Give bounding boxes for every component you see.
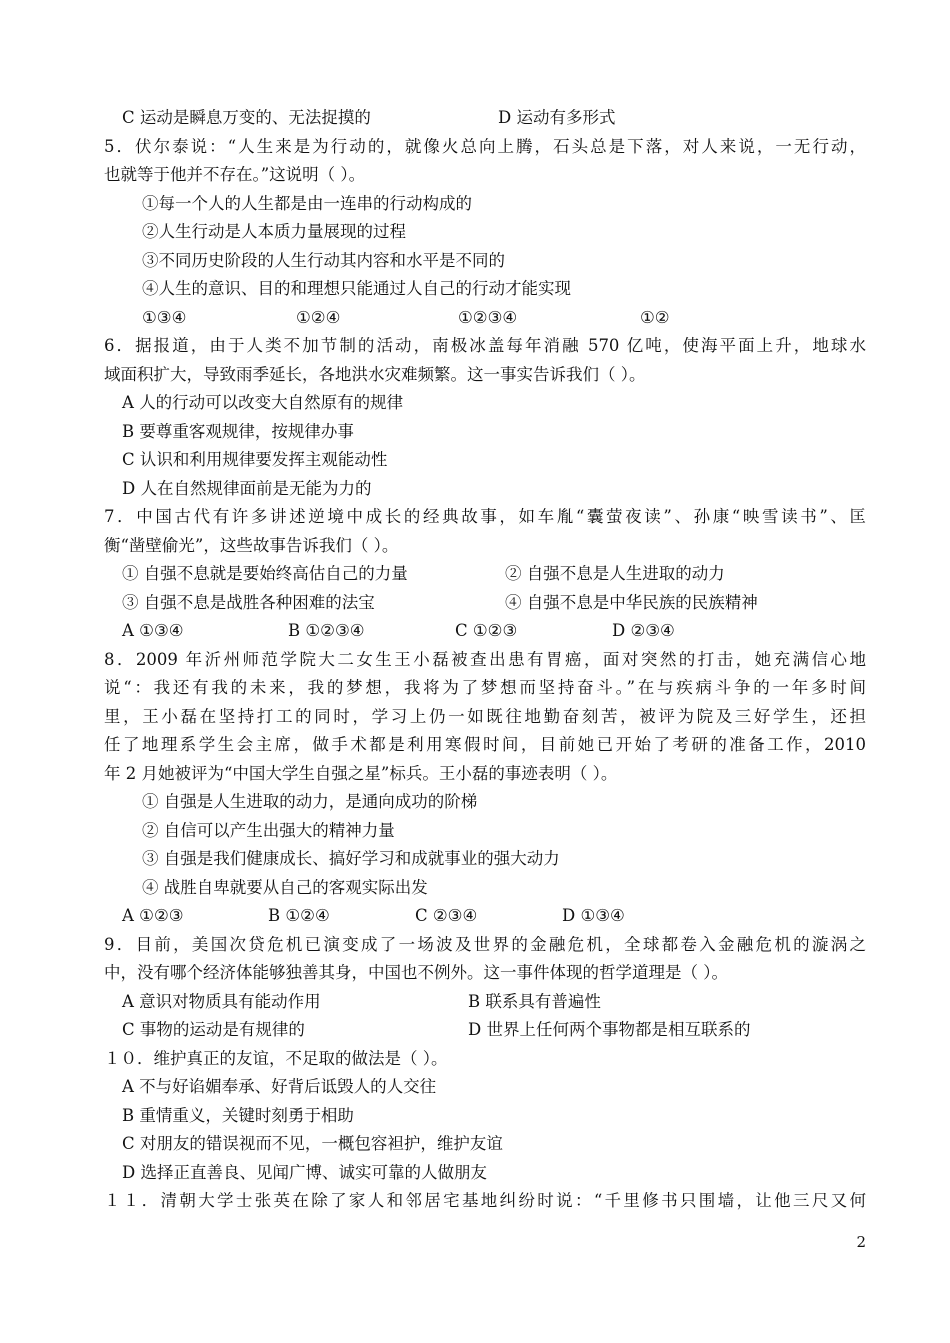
q8-stem-line2: 说“：我还有我的未来，我的梦想，我将为了梦想而坚持奋斗。”在与疾病斗争的一年多时间 (104, 678, 866, 697)
q6-option-a: A 人的行动可以改变大自然原有的规律 (122, 393, 404, 412)
q7-item-2: ② 自强不息是人生进取的动力 (505, 564, 725, 583)
q7-choice-c: C ①②③ (455, 621, 518, 640)
q8-item-1: ① 自强是人生进取的动力，是通向成功的阶梯 (142, 792, 478, 811)
q8-item-3: ③ 自强是我们健康成长、搞好学习和成就事业的强大动力 (142, 849, 560, 868)
q8-stem-line5: 年 2 月她被评为“中国大学生自强之星”标兵。王小磊的事迹表明（ ）。 (104, 764, 618, 783)
q7-stem-line2: 衡“凿壁偷光”，这些故事告诉我们（ ）。 (104, 536, 399, 555)
q9-stem-line1: 9．目前，美国次贷危机已演变成了一场波及世界的金融危机，全球都卷入金融危机的漩涡之 (104, 935, 866, 954)
q8-stem-line4: 任了地理系学生会主席，做手术都是利用寒假时间，目前她已开始了考研的准备工作，2010 (104, 735, 866, 754)
page-number: 2 (856, 1233, 866, 1251)
q8-item-4: ④ 战胜自卑就要从自己的客观实际出发 (142, 878, 428, 897)
q7-item-1: ① 自强不息就是要始终高估自己的力量 (122, 564, 408, 583)
q8-choice-a: A ①②③ (122, 906, 184, 925)
q8-stem-line3: 里，王小磊在坚持打工的同时，学习上仍一如既往地勤奋刻苦，被评为院及三好学生，还担 (104, 707, 866, 726)
q5-choice-3: ①②③④ (458, 308, 518, 327)
q8-choice-c: C ②③④ (415, 906, 478, 925)
q7-item-4: ④ 自强不息是中华民族的民族精神 (505, 593, 758, 612)
q9-option-c: C 事物的运动是有规律的 (122, 1020, 305, 1039)
q5-item-4: ④人生的意识、目的和理想只能通过人自己的行动才能实现 (142, 279, 571, 298)
q6-stem-line2: 域面积扩大，导致雨季延长，各地洪水灾难频繁。这一事实告诉我们（ ）。 (104, 365, 646, 384)
q7-choice-d: D ②③④ (612, 621, 675, 640)
q7-item-3: ③ 自强不息是战胜各种困难的法宝 (122, 593, 375, 612)
q10-option-a: A 不与好谄媚奉承、好背后诋毁人的人交往 (122, 1077, 437, 1096)
q8-choice-b: B ①②④ (268, 906, 330, 925)
q5-stem-line1: 5．伏尔泰说：“人生来是为行动的，就像火总向上腾，石头总是下落，对人来说，一无行动， (104, 137, 866, 156)
q7-choice-b: B ①②③④ (288, 621, 365, 640)
q6-stem-line1: 6．据报道，由于人类不加节制的活动，南极冰盖每年消融 570 亿吨，使海平面上升，地球水 (104, 336, 866, 355)
q9-option-b: B 联系具有普遍性 (468, 992, 601, 1011)
q9-option-a: A 意识对物质具有能动作用 (122, 992, 321, 1011)
q11-stem: １１．清朝大学士张英在除了家人和邻居宅基地纠纷时说：“千里修书只围墙，让他三尺又何 (104, 1191, 866, 1210)
q5-item-3: ③不同历史阶段的人生行动其内容和水平是不同的 (142, 251, 505, 270)
q9-option-d: D 世界上任何两个事物都是相互联系的 (468, 1020, 751, 1039)
q5-choice-2: ①②④ (296, 308, 341, 327)
q5-item-2: ②人生行动是人本质力量展现的过程 (142, 222, 406, 241)
q7-stem-line1: 7．中国古代有许多讲述逆境中成长的经典故事，如车胤“囊萤夜读”、孙康“映雪读书”、匡 (104, 507, 866, 526)
q4-option-c: C 运动是瞬息万变的、无法捉摸的 (122, 108, 371, 127)
q5-choice-4: ①② (640, 308, 670, 327)
q6-option-c: C 认识和利用规律要发挥主观能动性 (122, 450, 388, 469)
q10-stem: １０．维护真正的友谊，不足取的做法是（ ）。 (104, 1049, 448, 1068)
q10-option-c: C 对朋友的错误视而不见，一概包容袒护，维护友谊 (122, 1134, 503, 1153)
q5-item-1: ①每一个人的人生都是由一连串的行动构成的 (142, 194, 472, 213)
q10-option-b: B 重情重义，关键时刻勇于相助 (122, 1106, 354, 1125)
q8-choice-d: D ①③④ (562, 906, 625, 925)
q5-choice-1: ①③④ (142, 308, 187, 327)
q7-choice-a: A ①③④ (122, 621, 184, 640)
q9-stem-line2: 中，没有哪个经济体能够独善其身，中国也不例外。这一事件体现的哲学道理是（ ）。 (104, 963, 728, 982)
q10-option-d: D 选择正直善良、见闻广博、诚实可靠的人做朋友 (122, 1163, 487, 1182)
q4-option-d: D 运动有多形式 (498, 108, 616, 127)
q8-item-2: ② 自信可以产生出强大的精神力量 (142, 821, 395, 840)
q8-stem-line1: 8．2009 年沂州师范学院大二女生王小磊被查出患有胃癌，面对突然的打击，她充满信心地 (104, 650, 866, 669)
q5-stem-line2: 也就等于他并不存在。”这说明（ ）。 (104, 165, 366, 184)
q6-option-d: D 人在自然规律面前是无能为力的 (122, 479, 372, 498)
q6-option-b: B 要尊重客观规律，按规律办事 (122, 422, 354, 441)
